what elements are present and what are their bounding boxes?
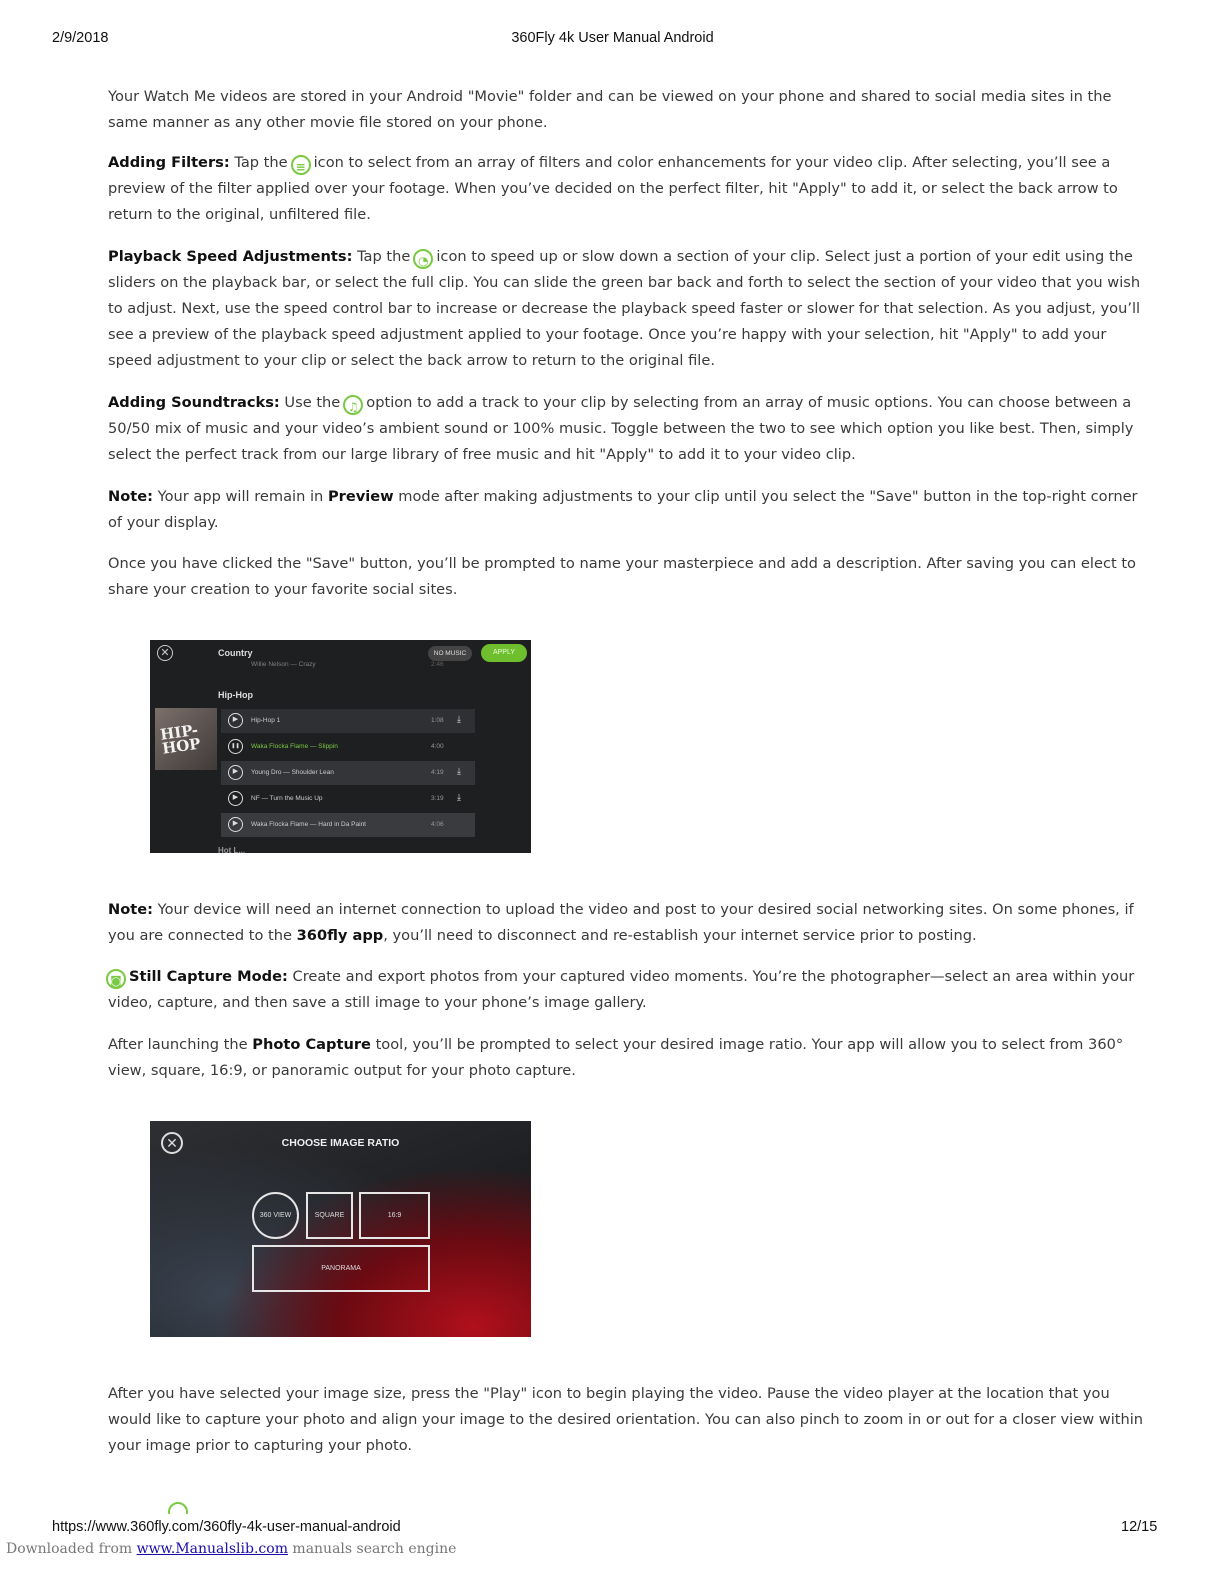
ratio-360-view: 360 VIEW xyxy=(252,1192,299,1239)
paragraph-note-preview: Note: Your app will remain in Preview mode after making adjustments to your clip until you select the "Save" button in the top-right corner of your display. xyxy=(108,488,1138,531)
filters-label: Adding Filters: xyxy=(108,154,230,171)
speed-gauge-icon: ◔ xyxy=(413,249,433,269)
music-note-icon: ♫ xyxy=(343,395,363,415)
paragraph-note-internet: Note: Your device will need an internet connection to upload the video and post to your desired social networking sites. On some phones, if you are connected to the 360fly app, you’ll need to disconnect and re-establish your internet service prior to posting. xyxy=(108,901,1134,944)
apply-button: APPLY xyxy=(481,644,527,662)
category-country: Country xyxy=(218,648,253,658)
paragraph-soundtracks: Adding Soundtracks: Use the ♫ option to add a track to your clip by selecting from an array of music options. You can choose between a 50/50 mix of music and your video’s ambient sound or 100% music. Toggle between the two to see which option you like best. Then, simply select the perfect track from our large library of free music and hit "Apply" to add it to your video clip. xyxy=(108,394,1134,463)
paragraph-playback-speed: Playback Speed Adjustments: Tap the ◔ icon to speed up or slow down a section of your clip. Select just a portion of your edit using the sliders on the playback bar, or select the full clip. You can slide the green bar back and forth to select the section of your video that you wish to adjust. Next, use the speed control bar to increase or decrease the playback speed faster or slower for that selection. As you adjust, you’ll see a preview of the playback speed adjustment applied to your footage. Once you’re happy with your selection, hit "Apply" to add your speed adjustment to your clip or select the back arrow to return to the original file. xyxy=(108,248,1141,369)
close-icon: ✕ xyxy=(161,1132,183,1154)
print-title: 360Fly 4k User Manual Android xyxy=(511,30,714,46)
print-date: 2/9/2018 xyxy=(52,30,109,46)
close-icon: ✕ xyxy=(157,645,173,661)
still-capture-label: Still Capture Mode: xyxy=(129,968,288,985)
ratio-square: SQUARE xyxy=(306,1192,353,1239)
track-duration: 3:19 xyxy=(431,795,444,802)
track-row[interactable] xyxy=(221,735,475,759)
no-music-button: NO MUSIC xyxy=(428,646,472,661)
ratio-16-9: 16:9 xyxy=(359,1192,430,1239)
note-label: Note: xyxy=(108,488,153,505)
download-icon[interactable]: ⤓ xyxy=(457,766,461,776)
page-url: https://www.360fly.com/360fly-4k-user-manual-android xyxy=(52,1519,401,1535)
manualslib-link[interactable]: www.Manualslib.com xyxy=(136,1541,288,1557)
category-hip-hop: Hip-Hop xyxy=(218,690,253,700)
camera-icon: ◙ xyxy=(106,969,126,989)
paragraph-photo-capture: After launching the Photo Capture tool, you’ll be prompted to select your desired image ratio. Your app will allow you to select from 360° view, square, 16:9, or panoramic output for your photo capture. xyxy=(108,1036,1124,1079)
filters-icon: ≡ xyxy=(291,155,311,175)
track-duration: 4:06 xyxy=(431,821,444,828)
track-row[interactable] xyxy=(221,761,475,785)
track-duration: 4:00 xyxy=(431,743,444,750)
page-number: 12/15 xyxy=(1121,1519,1158,1535)
paragraph-watch-me: Your Watch Me videos are stored in your Android "Movie" folder and can be viewed on your phone and shared to social media sites in the same manner as any other movie file stored on your phone. xyxy=(108,88,1112,131)
album-cover: HIP-HOP xyxy=(155,708,217,770)
track-row[interactable] xyxy=(221,813,475,837)
ratio-panorama: PANORAMA xyxy=(252,1245,430,1292)
speed-label: Playback Speed Adjustments: xyxy=(108,248,353,265)
music-selection-screenshot xyxy=(150,640,531,853)
paragraph-save: Once you have clicked the "Save" button, you’ll be prompted to name your masterpiece and add a description. After saving you can elect to share your creation to your favorite social sites. xyxy=(108,555,1136,598)
paragraph-still-capture: ◙ Still Capture Mode: Create and export photos from your captured video moments. You’re the photographer—select an area within your video, capture, and then save a still image to your phone’s image gallery. xyxy=(108,968,1135,1011)
soundtracks-label: Adding Soundtracks: xyxy=(108,394,280,411)
capture-icon xyxy=(168,1502,190,1514)
note2-label: Note: xyxy=(108,901,153,918)
track-title: NF — Turn the Music Up xyxy=(251,795,323,802)
image-ratio-screenshot xyxy=(150,1121,531,1337)
track-row-partial: Willie Nelson — Crazy 2:46 xyxy=(251,661,444,668)
download-icon[interactable]: ⤓ xyxy=(457,714,461,724)
category-next: Hot L... xyxy=(218,846,246,853)
pause-icon[interactable]: ❚❚ xyxy=(228,739,243,754)
track-title: Hip-Hop 1 xyxy=(251,717,281,724)
track-row[interactable] xyxy=(221,787,475,811)
track-title: Waka Flocka Flame — Slippin xyxy=(251,743,338,750)
track-duration: 4:19 xyxy=(431,769,444,776)
download-notice: Downloaded from www.Manualslib.com manuals search engine xyxy=(6,1541,457,1557)
play-icon[interactable]: ▶ xyxy=(228,817,243,832)
download-icon[interactable]: ⤓ xyxy=(457,792,461,802)
play-icon[interactable]: ▶ xyxy=(228,765,243,780)
track-title: Young Dro — Shoulder Lean xyxy=(251,769,334,776)
track-title: Waka Flocka Flame — Hard in Da Paint xyxy=(251,821,366,828)
track-duration: 1:08 xyxy=(431,717,444,724)
play-icon[interactable]: ▶ xyxy=(228,713,243,728)
paragraph-capture-photo: After you have selected your image size, press the "Play" icon to begin playing the video. Pause the video player at the location that you would like to capture your photo and align your image to the desired orientation. You can also pinch to zoom in or out for a closer view within your image prior to capturing your photo. xyxy=(108,1385,1144,1454)
ratio-title: CHOOSE IMAGE RATIO xyxy=(281,1137,400,1149)
track-row[interactable] xyxy=(221,709,475,733)
play-icon[interactable]: ▶ xyxy=(228,791,243,806)
paragraph-adding-filters: Adding Filters: Tap the ≡ icon to select from an array of filters and color enhancements for your video clip. After selecting, you’ll see a preview of the filter applied over your footage. When you’ve decided on the perfect filter, hit "Apply" to add it, or select the back arrow to return to the original, unfiltered file. xyxy=(108,154,1118,223)
